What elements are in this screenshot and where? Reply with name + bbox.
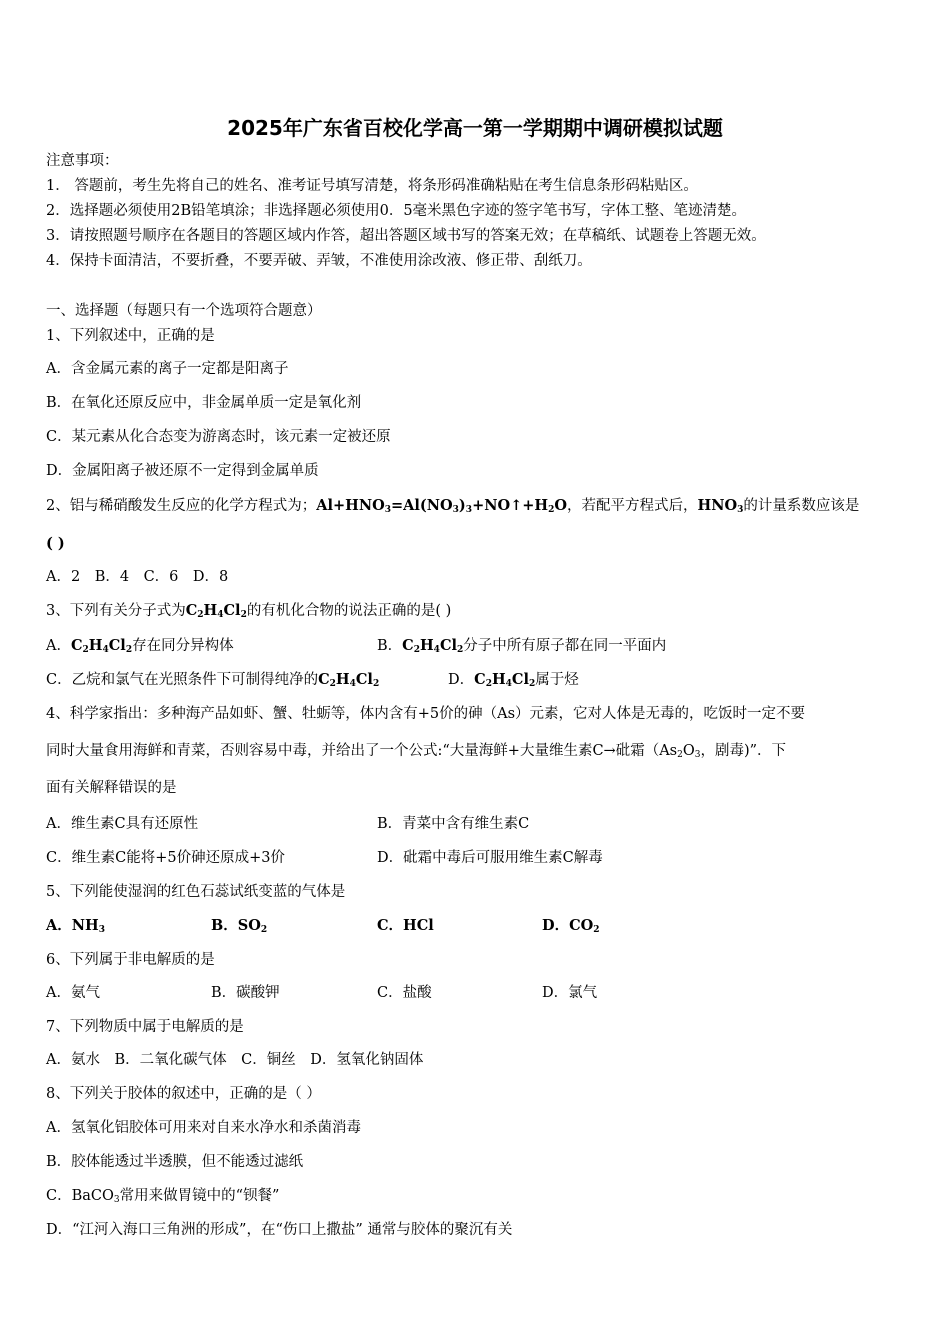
- question-6-option-a: A．氨气: [46, 985, 100, 1001]
- notice-item-4: 4．保持卡面清洁，不要折叠，不要弄破、弄皱，不准使用涂改液、修正带、刮纸刀。: [46, 253, 592, 269]
- question-1-option-a: A．含金属元素的离子一定都是阳离子: [46, 361, 289, 377]
- section-heading: 一、选择题（每题只有一个选项符合题意）: [46, 303, 322, 319]
- question-2-options: A．2 B．4 C．6 D．8: [46, 569, 229, 585]
- question-2-paren: ( ): [46, 535, 65, 552]
- question-3-option-d: D．$C_2H_4Cl_2$属于烃: [448, 671, 579, 689]
- question-4-option-c: C．维生素C能将+5价砷还原成+3价: [46, 850, 285, 866]
- question-3-stem: 3、下列有关分子式为$C_2H_4Cl_2$的有机化合物的说法正确的是( ): [46, 602, 452, 620]
- notice-heading: 注意事项：: [46, 153, 119, 169]
- question-5-option-a: A．$NH_3$: [46, 917, 105, 935]
- question-8-option-a: A．氢氧化铝胶体可用来对自来水净水和杀菌消毒: [46, 1120, 361, 1136]
- notice-item-3: 3．请按照题号顺序在各题目的答题区域内作答，超出答题区域书写的答案无效；在草稿纸、试题卷上答题无效。: [46, 228, 766, 244]
- question-1-option-d: D．金属阳离子被还原不一定得到金属单质: [46, 463, 319, 479]
- notice-item-1: 1． 答题前，考生先将自己的姓名、准考证号填写清楚，将条形码准确粘贴在考生信息条形码粘贴区。: [46, 178, 698, 194]
- question-1-stem: 1、下列叙述中，正确的是: [46, 328, 215, 344]
- question-8-option-c: C．BaCO$_3$常用来做胃镜中的“钡餐”: [46, 1188, 280, 1205]
- question-7-options: A．氨水 B．二氧化碳气体 C．铜丝 D．氢氧化钠固体: [46, 1052, 424, 1068]
- question-1-option-b: B．在氧化还原反应中，非金属单质一定是氧化剂: [46, 395, 362, 411]
- question-3-option-a: A．$C_2H_4Cl_2$存在同分异构体: [46, 637, 234, 655]
- question-1-option-c: C．某元素从化合态变为游离态时，该元素一定被还原: [46, 429, 391, 445]
- question-5-stem: 5、下列能使湿润的红色石蕊试纸变蓝的气体是: [46, 884, 346, 900]
- question-5-option-b: B．$SO_2$: [211, 917, 268, 935]
- question-8-option-d: D．“江河入海口三角洲的形成”，在“伤口上撒盐” 通常与胶体的聚沉有关: [46, 1222, 513, 1238]
- question-7-stem: 7、下列物质中属于电解质的是: [46, 1019, 244, 1035]
- question-6-option-d: D．氯气: [542, 985, 598, 1001]
- question-6-stem: 6、下列属于非电解质的是: [46, 952, 215, 968]
- question-8-option-b: B．胶体能透过半透膜，但不能透过滤纸: [46, 1154, 304, 1170]
- question-6-option-c: C．盐酸: [377, 985, 432, 1001]
- question-4-stem-line-1: 4、科学家指出：多种海产品如虾、蟹、牡蛎等，体内含有+5价的砷（As）元素，它对人体是无毒的，吃饭时一定不要: [46, 706, 806, 722]
- question-6-option-b: B．碳酸钾: [211, 985, 280, 1001]
- question-4-option-b: B．青菜中含有维生素C: [377, 816, 530, 832]
- question-4-stem-line-2: 同时大量食用海鲜和青菜，否则容易中毒，并给出了一个公式:“大量海鲜+大量维生素C→砒霜（$As_2O_3$，剧毒)”．下: [46, 743, 787, 760]
- question-4-stem-line-3: 面有关解释错误的是: [46, 780, 177, 796]
- question-3-option-b: B．$C_2H_4Cl_2$分子中所有原子都在同一平面内: [377, 637, 667, 655]
- question-8-stem: 8、下列关于胶体的叙述中，正确的是（ ）: [46, 1086, 321, 1102]
- question-2-stem: 2、铝与稀硝酸发生反应的化学方程式为；$Al+HNO_3=Al(NO_3)_3+NO↑+H_2O$，若配平方程式后，$HNO_3$的计量系数应该是: [46, 497, 860, 515]
- question-4-option-a: A．维生素C具有还原性: [46, 816, 199, 832]
- question-3-option-c: C．乙烷和氯气在光照条件下可制得纯净的$C_2H_4Cl_2$: [46, 671, 380, 689]
- notice-item-2: 2．选择题必须使用2B铅笔填涂；非选择题必须使用0．5毫米黑色字迹的签字笔书写，字体工整、笔迹清楚。: [46, 203, 747, 219]
- page-title: 2025年广东省百校化学高一第一学期期中调研模拟试题: [227, 116, 723, 140]
- question-5-option-c: C．HCl: [377, 917, 434, 934]
- question-4-option-d: D．砒霜中毒后可服用维生素C解毒: [377, 850, 603, 866]
- question-5-option-d: D．$CO_2$: [542, 917, 600, 935]
